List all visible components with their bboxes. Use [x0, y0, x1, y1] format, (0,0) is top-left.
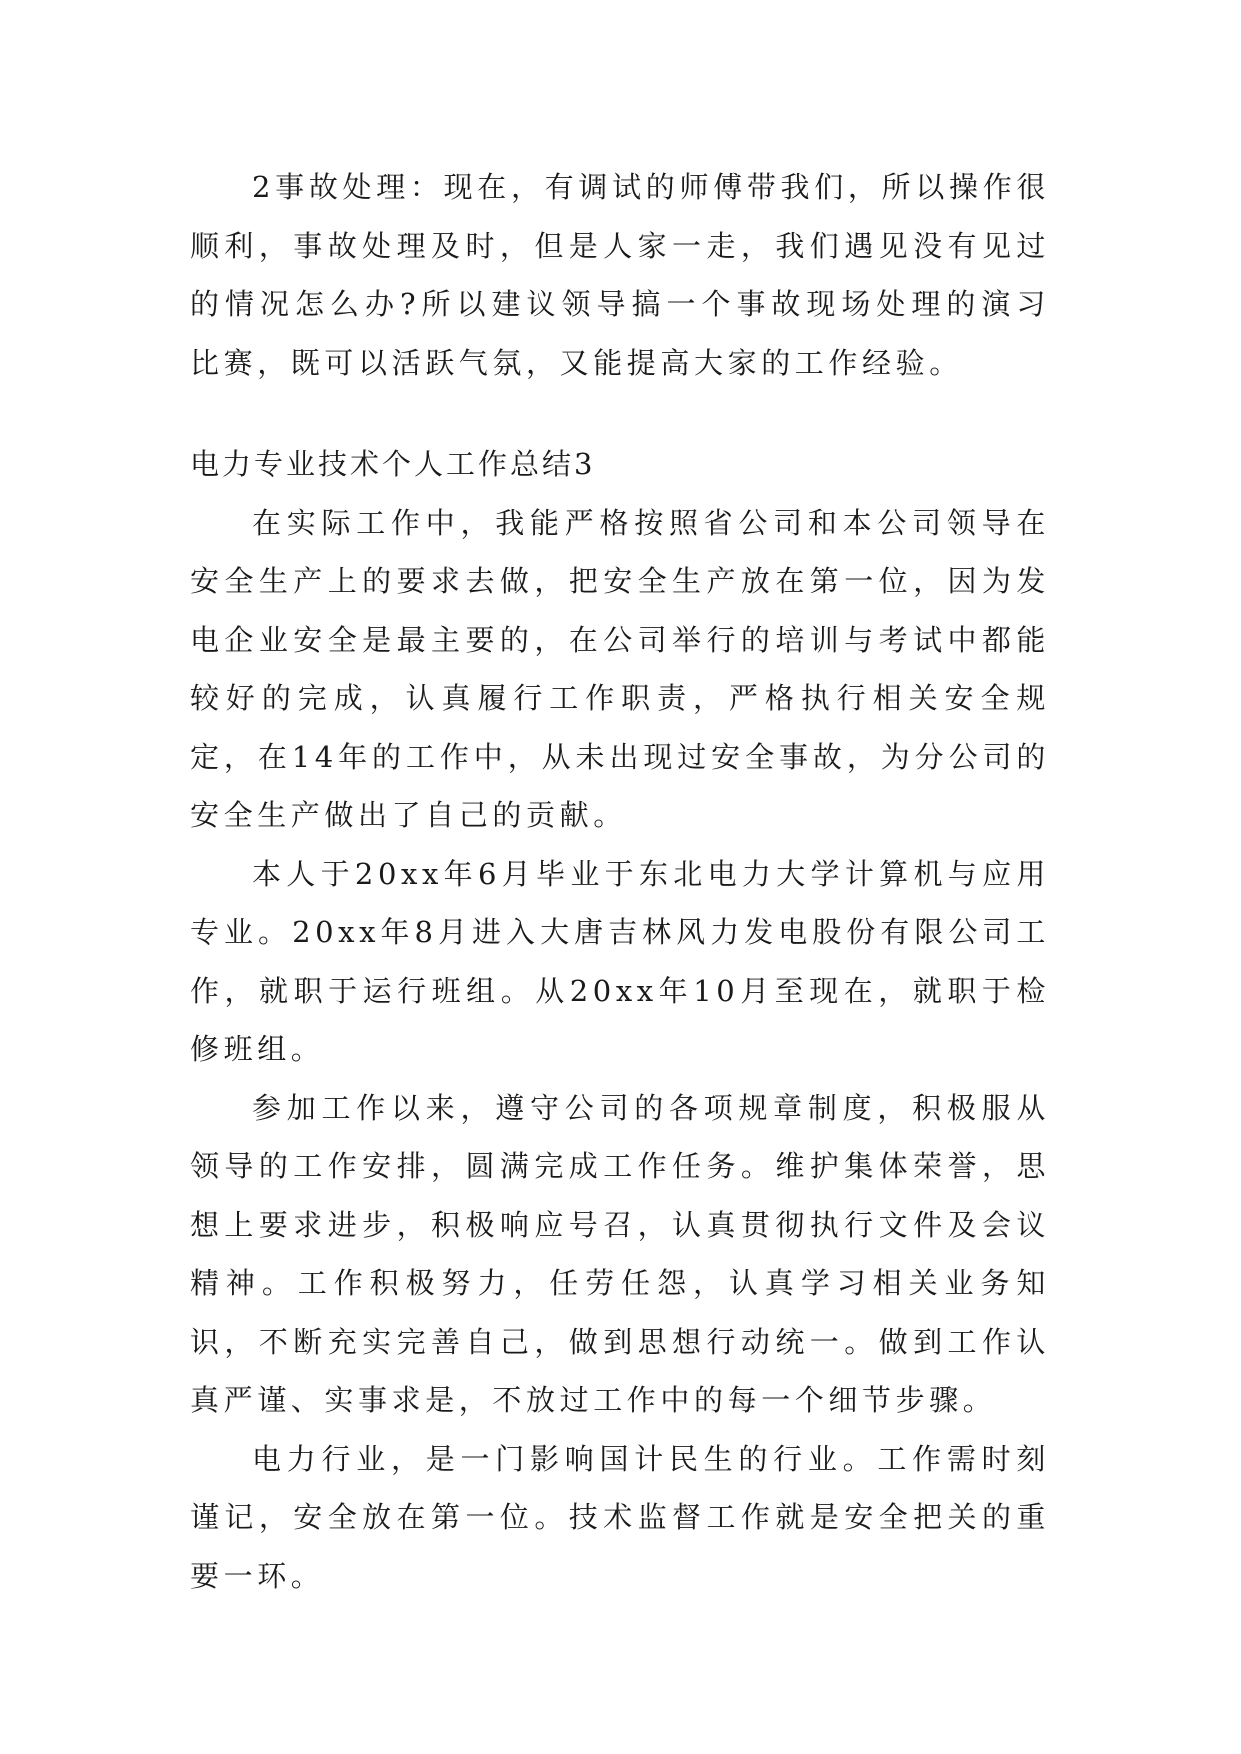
paragraph-power-industry: 电力行业，是一门影响国计民生的行业。工作需时刻谨记，安全放在第一位。技术监督工作就是安全把关的重要一环。: [190, 1441, 1050, 1593]
paragraph-spacer: [190, 392, 1050, 435]
paragraph-accident-handling: 2事故处理：现在，有调试的师傅带我们，所以操作很顺利，事故处理及时，但是人家一走，我们遇见没有见过的情况怎么办?所以建议领导搞一个事故现场处理的演习比赛，既可以活跃气氛，又能提高大家的工作经验。: [190, 170, 1050, 380]
paragraph-safety-production: 在实际工作中，我能严格按照省公司和本公司领导在安全生产上的要求去做，把安全生产放在第一位，因为发电企业安全是最主要的，在公司举行的培训与考试中都能较好的完成，认真履行工作职责，严格执行相关安全规定，在14年的工作中，从未出现过安全事故，为分公司的安全生产做出了自己的贡献。: [190, 505, 1050, 832]
document-body: [190, 158, 1050, 1605]
paragraph-education-history: 本人于20xx年6月毕业于东北电力大学计算机与应用专业。20xx年8月进入大唐吉林风力发电股份有限公司工作，就职于运行班组。从20xx年10月至现在，就职于检修班组。: [190, 856, 1050, 1066]
section-title: 电力专业技术个人工作总结3: [190, 447, 596, 481]
paragraph-work-attitude: 参加工作以来，遵守公司的各项规章制度，积极服从领导的工作安排，圆满完成工作任务。维护集体荣誉，思想上要求进步，积极响应号召，认真贯彻执行文件及会议精神。工作积极努力，任劳任怨，认真学习相关业务知识，不断充实完善自己，做到思想行动统一。做到工作认真严谨、实事求是，不放过工作中的每一个细节步骤。: [190, 1090, 1050, 1417]
